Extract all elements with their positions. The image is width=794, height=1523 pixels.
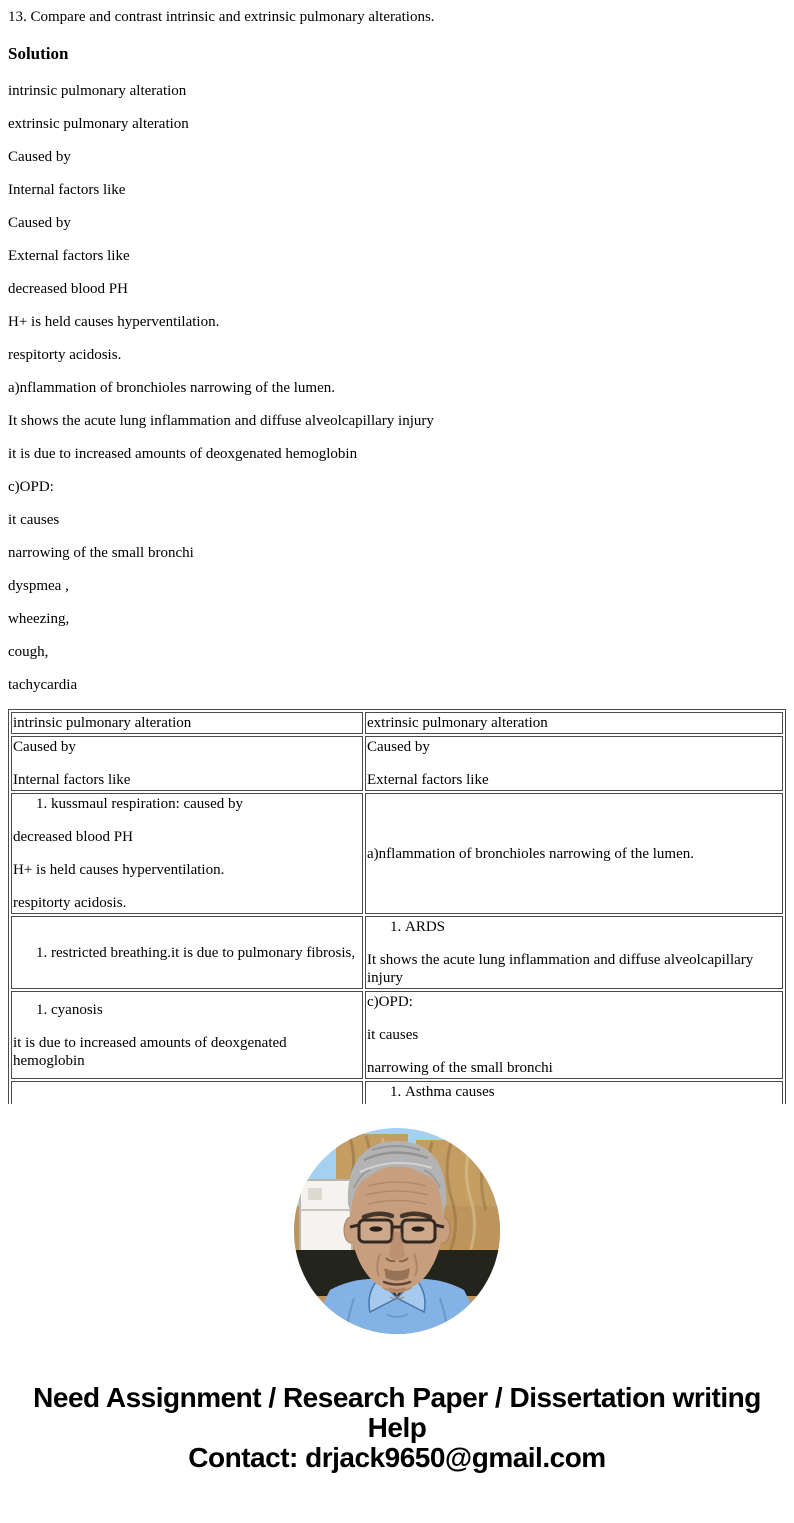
cell-paragraph: a)nflammation of bronchioles narrowing of the lumen. [367,845,694,862]
document-body [8,8,786,1473]
numbered-item: 1. ARDS [405,918,781,936]
cell-numbered-list [13,795,361,813]
table-cell-left [11,736,363,791]
table-cell-right [365,793,783,914]
solution-paragraph: Internal factors like [8,182,126,198]
table-cell-left [11,793,363,914]
table-cell-right: extrinsic pulmonary alteration [365,712,783,734]
cell-paragraph: Caused by [13,739,76,755]
solution-paragraph: Caused by [8,215,71,231]
table-cell-left [11,991,363,1079]
table-row [11,916,783,989]
solution-paragraph: a)nflammation of bronchioles narrowing of the lumen. [8,380,335,396]
photo-eye-left [370,1226,383,1231]
cell-paragraph: It shows the acute lung inflammation and diffuse alveolcapillary injury [367,952,754,986]
numbered-item: 1. Asthma causes [405,1083,781,1101]
solution-paragraphs [8,82,786,694]
comparison-table-container [8,709,786,1104]
numbered-item: 1. kussmaul respiration: caused by [51,795,361,813]
numbered-item: 1. cyanosis [51,1001,361,1019]
comparison-table [8,709,786,1104]
tutor-photo [294,1128,500,1334]
solution-paragraph: respitorty acidosis. [8,347,122,363]
solution-paragraph: tachycardia [8,677,78,693]
table-row [11,712,783,734]
numbered-item: 1. restricted breathing.it is due to pulmonary fibrosis, [51,944,361,962]
table-cell-left [11,916,363,989]
cell-numbered-list [13,1001,361,1019]
footer-contact: Contact: drjack9650@gmail.com [188,1442,606,1473]
cell-paragraph: it is due to increased amounts of deoxgenated hemoglobin [13,1034,287,1069]
table-row [11,1081,783,1104]
cell-paragraph: respitorty acidosis. [13,895,127,911]
table-cell-right [365,736,783,791]
cell-paragraph: narrowing of the small bronchi [367,1060,553,1076]
cell-paragraph: Caused by [367,739,430,755]
table-cell-right [365,991,783,1079]
solution-paragraph: It shows the acute lung inflammation and diffuse alveolcapillary injury [8,413,434,429]
solution-heading: Solution [8,44,69,63]
table-cell-left [11,1081,363,1104]
solution-paragraph: it is due to increased amounts of deoxgenated hemoglobin [8,446,358,462]
solution-paragraph: narrowing of the small bronchi [8,545,194,561]
footer-heading: Need Assignment / Research Paper / Dissertation writing Help [33,1382,761,1443]
table-cell-right [365,1081,783,1104]
table-row [11,736,783,791]
solution-paragraph: H+ is held causes hyperventilation. [8,314,220,330]
solution-paragraph: decreased blood PH [8,281,128,297]
footer-promo [23,1383,771,1473]
cell-paragraph: c)OPD: [367,994,413,1010]
avatar-section [8,1128,786,1339]
cell-paragraph: Internal factors like [13,772,131,788]
table-row [11,793,783,914]
cell-numbered-list [367,918,781,936]
photo-eye-right [412,1226,425,1231]
solution-paragraph: cough, [8,644,49,660]
solution-paragraph: c)OPD: [8,479,54,495]
solution-paragraph: wheezing, [8,611,70,627]
cell-paragraph: External factors like [367,772,489,788]
table-cell-left: intrinsic pulmonary alteration [11,712,363,734]
cell-paragraph: it causes [367,1027,419,1043]
solution-paragraph: External factors like [8,248,130,264]
cell-paragraph: decreased blood PH [13,829,133,845]
comparison-table-body [11,712,783,1104]
table-cell-right [365,916,783,989]
solution-paragraph: dyspmea , [8,578,69,594]
question-text: 13. Compare and contrast intrinsic and extrinsic pulmonary alterations. [8,9,435,25]
table-row [11,991,783,1079]
solution-paragraph: extrinsic pulmonary alteration [8,116,189,132]
solution-paragraph: intrinsic pulmonary alteration [8,83,187,99]
cell-numbered-list [367,1083,781,1101]
solution-paragraph: it causes [8,512,60,528]
solution-paragraph: Caused by [8,149,71,165]
cell-numbered-list [13,944,361,962]
cell-paragraph: H+ is held causes hyperventilation. [13,862,225,878]
